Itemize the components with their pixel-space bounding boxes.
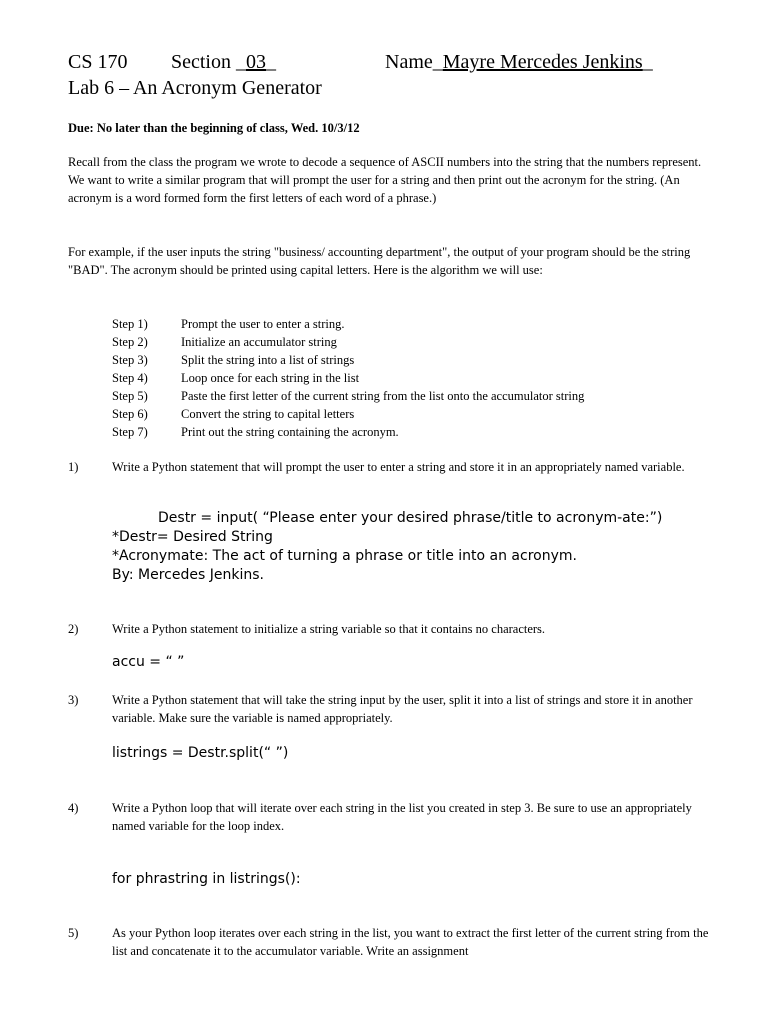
step-text: Loop once for each string in the list — [181, 371, 360, 385]
question-text: Write a Python statement to initialize a string variable so that it contains no characters. — [112, 622, 546, 636]
question-number: 4) — [68, 801, 79, 815]
answer-line: listrings = Destr.split(“ ”) — [112, 745, 289, 761]
step-item — [0, 315, 768, 333]
step-item — [0, 369, 768, 387]
step-item — [0, 351, 768, 369]
page-title: Lab 6 – An Acronym Generator — [68, 77, 322, 99]
step-item — [0, 387, 768, 405]
section-trail: _ — [266, 51, 276, 73]
step-item — [0, 423, 768, 441]
name-trail: _ — [642, 51, 653, 73]
answer-line: *Destr= Desired String — [112, 529, 273, 545]
step-label: Step 1) — [112, 317, 148, 331]
step-text: Paste the first letter of the current string from the list onto the accumulator string — [181, 389, 585, 403]
name-value: Mayre Mercedes Jenkins — [442, 51, 643, 73]
step-text: Convert the string to capital letters — [181, 407, 355, 421]
course-label: CS 170 — [68, 51, 128, 73]
question-text: Write a Python statement that will take the string input by the user, split it into a list of strings and store it in another variable. Make sure the variable is named appropriately. — [112, 693, 693, 725]
intro-paragraph: Recall from the class the program we wrote to decode a sequence of ASCII numbers into the string that the numbers represent. We want to write a similar program that will prompt the user for a string and then print out the acronym for the string. (An acronym is a word formed form the first letters of each word of a phrase.) — [68, 155, 702, 205]
answer-line: By: Mercedes Jenkins. — [112, 567, 264, 583]
step-text: Print out the string containing the acronym. — [181, 425, 399, 439]
step-label: Step 5) — [112, 389, 148, 403]
question-number: 3) — [68, 693, 79, 707]
name-label: Name_ — [385, 51, 443, 73]
question-number: 5) — [68, 926, 79, 940]
step-label: Step 6) — [112, 407, 148, 421]
step-label: Step 7) — [112, 425, 148, 439]
due-date: Due: No later than the beginning of class, Wed. 10/3/12 — [68, 121, 360, 135]
section-value: 03 — [246, 51, 266, 73]
step-item — [0, 333, 768, 351]
example-paragraph: For example, if the user inputs the string "business/ accounting department", the output of your program should be the string "BAD". The acronym should be printed using capital letters. Here is the algorithm we will use: — [68, 245, 691, 277]
step-text: Prompt the user to enter a string. — [181, 317, 345, 331]
answer-line: accu = “ ” — [112, 654, 185, 670]
question-number: 1) — [68, 460, 79, 474]
step-label: Step 3) — [112, 353, 148, 367]
step-text: Split the string into a list of strings — [181, 353, 355, 367]
question-text: Write a Python loop that will iterate over each string in the list you created in step 3. Be sure to use an appropriately named variable for the loop index. — [112, 801, 692, 833]
answer-line: *Acronymate: The act of turning a phrase or title into an acronym. — [112, 548, 577, 564]
answer-line: Destr = input( “Please enter your desired phrase/title to acronym-ate:”) — [158, 510, 663, 526]
step-text: Initialize an accumulator string — [181, 335, 337, 349]
step-label: Step 4) — [112, 371, 148, 385]
step-item — [0, 405, 768, 423]
name-field — [385, 50, 653, 74]
step-label: Step 2) — [112, 335, 148, 349]
question-text: As your Python loop iterates over each string in the list, you want to extract the first letter of the current string from the list and concatenate it to the accumulator variable. Write an assignment — [112, 926, 709, 958]
answer-line: for phrastring in listrings(): — [112, 871, 301, 887]
question-text: Write a Python statement that will prompt the user to enter a string and store it in an appropriately named variable. — [112, 460, 685, 474]
question-number: 2) — [68, 622, 79, 636]
section-field — [171, 50, 276, 74]
section-label: Section _ — [171, 51, 246, 73]
